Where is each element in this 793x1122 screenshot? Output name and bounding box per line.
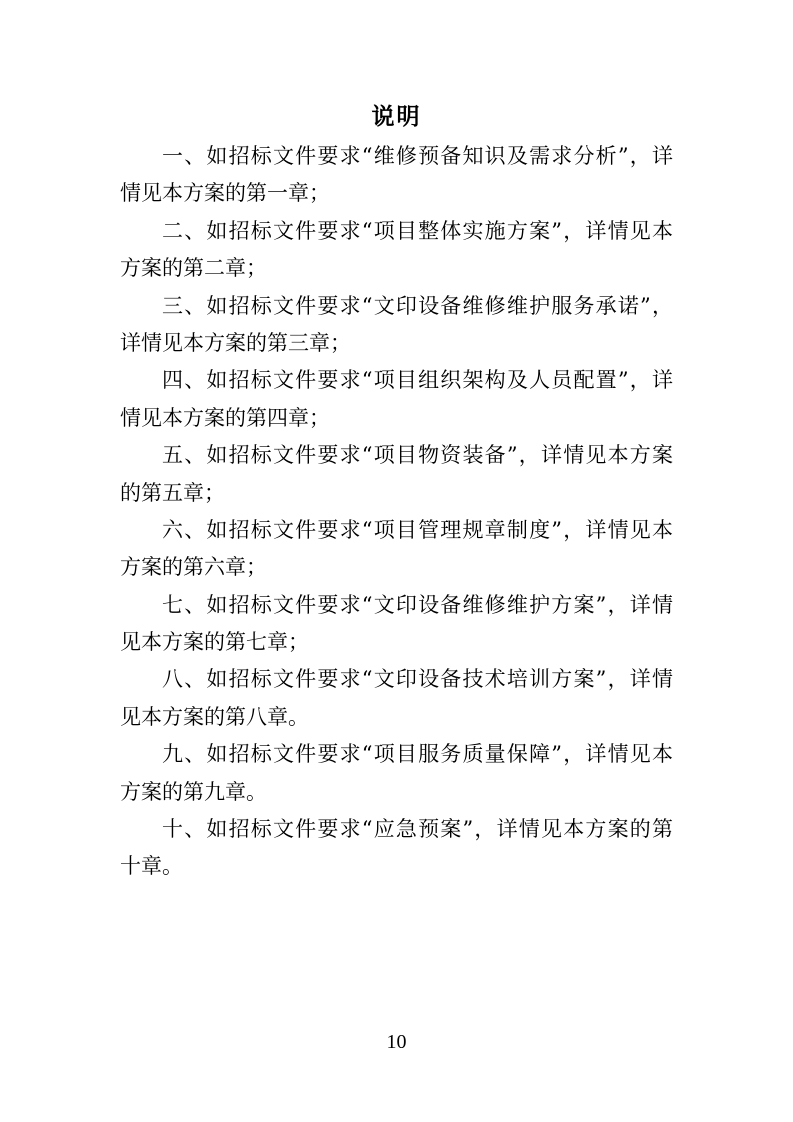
paragraph-line: 三、如招标文件要求“文印设备维修维护服务承诺”， [162, 293, 673, 318]
paragraph-3 [120, 288, 673, 363]
document-body [120, 138, 673, 886]
paragraph-line: 九、如招标文件要求“项目服务质量保障”，详情见本 [162, 742, 673, 767]
paragraph-5 [120, 437, 673, 512]
paragraph-line: 方案的第六章； [120, 555, 267, 580]
paragraph-9 [120, 736, 673, 811]
paragraph-line: 五、如招标文件要求“项目物资装备”，详情见本方案 [162, 443, 673, 468]
paragraph-line: 七、如招标文件要求“文印设备维修维护方案”，详情 [162, 592, 673, 617]
paragraph-line: 情见本方案的第一章； [120, 181, 330, 206]
paragraph-line: 见本方案的第七章； [120, 630, 309, 655]
paragraph-1 [120, 138, 673, 213]
paragraph-line: 十章。 [120, 854, 183, 879]
paragraph-line: 十、如招标文件要求“应急预案”，详情见本方案的第 [162, 817, 673, 842]
paragraph-line: 方案的第二章； [120, 256, 267, 281]
paragraph-line: 二、如招标文件要求“项目整体实施方案”，详情见本 [162, 218, 673, 243]
page-number: 10 [386, 1031, 407, 1053]
paragraph-line: 六、如招标文件要求“项目管理规章制度”，详情见本 [162, 517, 673, 542]
paragraph-10 [120, 811, 673, 886]
paragraph-line: 情见本方案的第四章； [120, 405, 330, 430]
paragraph-line: 见本方案的第八章。 [120, 704, 309, 729]
paragraph-8 [120, 661, 673, 736]
paragraph-2 [120, 213, 673, 288]
paragraph-6 [120, 512, 673, 587]
paragraph-line: 四、如招标文件要求“项目组织架构及人员配置”，详 [162, 368, 673, 393]
paragraph-line: 一、如招标文件要求“维修预备知识及需求分析”，详 [162, 144, 673, 168]
paragraph-line: 的第五章； [120, 480, 225, 505]
paragraph-line: 方案的第九章。 [120, 779, 267, 804]
page-title: 说明 [371, 103, 422, 130]
paragraph-line: 详情见本方案的第三章； [120, 330, 351, 355]
paragraph-7 [120, 587, 673, 662]
paragraph-line: 八、如招标文件要求“文印设备技术培训方案”，详情 [162, 667, 673, 692]
paragraph-4 [120, 362, 673, 437]
